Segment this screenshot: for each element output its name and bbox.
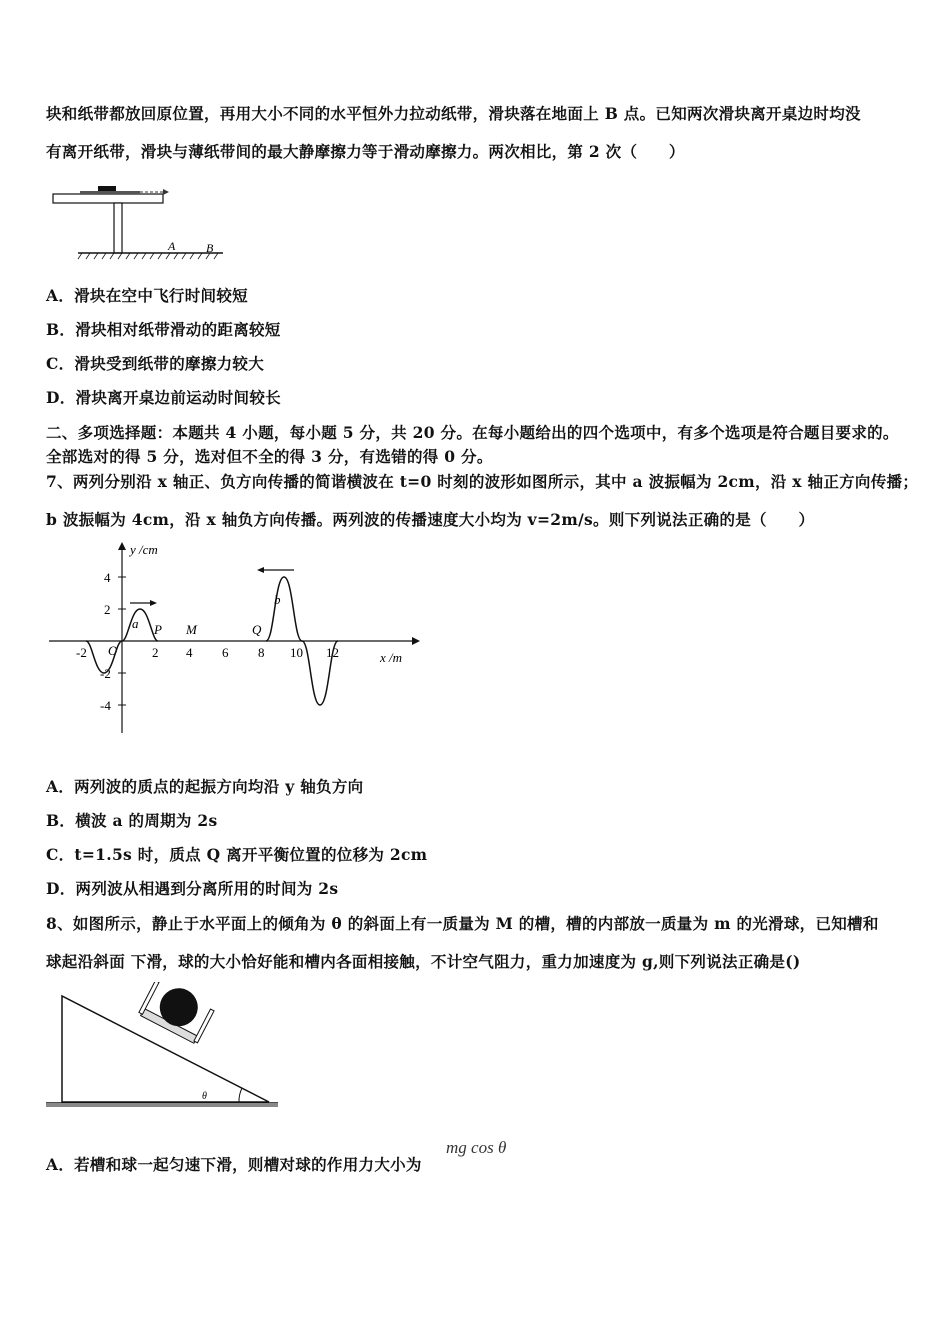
x-tick-12: 12	[326, 645, 339, 660]
section2-heading-line2: 全部选对的得 5 分，选对但不全的得 3 分，有选错的得 0 分。	[46, 447, 493, 466]
wave-a-label: a	[132, 616, 139, 631]
q8-option-a: A．若槽和球一起匀速下滑，则槽对球的作用力大小为	[46, 1155, 422, 1174]
q7-option-d: D．两列波从相遇到分离所用的时间为 2s	[46, 879, 339, 898]
trough	[138, 982, 217, 1045]
point-p-label: P	[154, 622, 162, 637]
point-a-label: A	[168, 239, 176, 253]
x-tick-6: 6	[222, 645, 229, 660]
q7-wave-graph	[44, 538, 424, 743]
y-axis-label: y /cm	[130, 542, 158, 557]
q6-table-figure	[48, 172, 228, 264]
q8-incline-figure	[44, 982, 284, 1112]
x-tick-neg2: -2	[76, 645, 87, 660]
q7-text-line2: b 波振幅为 4cm，沿 x 轴负方向传播。两列波的传播速度大小均为 v=2m/s。则下列说法正确的是（ ）	[46, 510, 815, 529]
q6-text-line1: 块和纸带都放回原位置，再用大小不同的水平恒外力拉动纸带，滑块落在地面上 B 点。已知两次滑块离开桌边时均没	[46, 104, 861, 123]
y-tick-2: 2	[104, 602, 111, 617]
y-tick-neg2: -2	[100, 666, 111, 681]
y-tick-neg4: -4	[100, 698, 111, 713]
angle-label: θ	[202, 1091, 207, 1102]
q6-text-line2: 有离开纸带，滑块与薄纸带间的最大静摩擦力等于滑动摩擦力。两次相比，第 2 次（ ）	[46, 142, 685, 161]
paper-strip	[80, 191, 140, 194]
q7-option-a: A．两列波的质点的起振方向均沿 y 轴负方向	[46, 777, 364, 796]
q6-option-c: C．滑块受到纸带的摩擦力较大	[46, 354, 265, 373]
q8-text-line1: 8、如图所示，静止于水平面上的倾角为 θ 的斜面上有一质量为 M 的槽，槽的内部放一质量为 m 的光滑球，已知槽和	[46, 914, 879, 933]
q7-text-line1: 7、两列分别沿 x 轴正、负方向传播的简谐横波在 t=0 时刻的波形如图所示，其中 a 波振幅为 2cm，沿 x 轴正方向传播；	[46, 472, 919, 491]
point-m-label: M	[186, 622, 197, 637]
origin-label: O	[108, 643, 118, 658]
q6-option-b: B．滑块相对纸带滑动的距离较短	[46, 320, 281, 339]
section2-heading-line1: 二、多项选择题：本题共 4 小题，每小题 5 分，共 20 分。在每小题给出的四个选项中，有多个选项是符合题目要求的。	[46, 423, 899, 442]
q6-option-a: A．滑块在空中飞行时间较短	[46, 286, 248, 305]
table-top	[53, 194, 163, 203]
x-tick-10: 10	[290, 645, 303, 660]
point-q-label: Q	[252, 622, 262, 637]
x-tick-8: 8	[258, 645, 265, 660]
table-leg	[114, 203, 122, 253]
q8-formula: mg cos θ	[446, 1138, 507, 1157]
x-axis-label: x /m	[380, 650, 403, 665]
wave-b-label: b	[274, 592, 281, 607]
q7-option-c: C．t=1.5s 时，质点 Q 离开平衡位置的位移为 2cm	[46, 845, 428, 864]
x-tick-4: 4	[186, 645, 193, 660]
q8-text-line2: 球起沿斜面 下滑，球的大小恰好能和槽内各面相接触，不计空气阻力，重力加速度为 g,则下列说法正确是()	[46, 952, 801, 971]
q6-option-d: D．滑块离开桌边前运动时间较长	[46, 388, 281, 407]
q7-option-b: B．横波 a 的周期为 2s	[46, 811, 218, 830]
y-tick-4: 4	[104, 570, 111, 585]
point-b-label: B	[206, 241, 214, 255]
x-tick-2: 2	[152, 645, 159, 660]
